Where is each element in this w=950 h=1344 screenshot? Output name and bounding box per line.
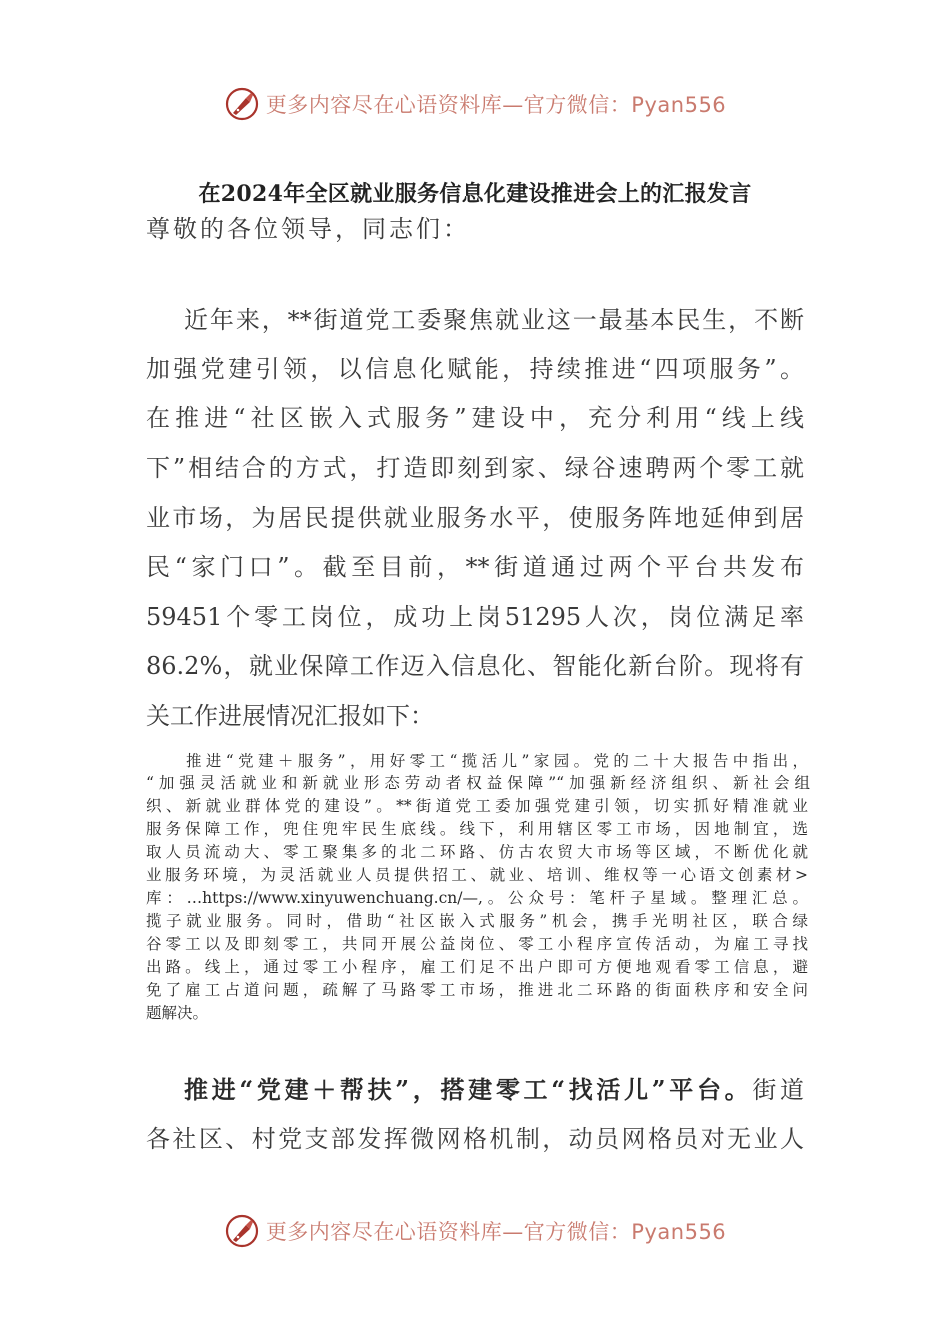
section2-line: 各社区、村党支部发挥微网格机制，动员网格员对无业人	[146, 1125, 804, 1153]
intro-line: 近年来，**街道党工委聚焦就业这一最基本民生，不断	[184, 306, 804, 334]
intro-line: 关工作进展情况汇报如下：	[146, 702, 434, 730]
body-small-line: 出路。线上，通过零工小程序，雇工们足不出户即可方便地观看零工信息，避	[146, 958, 808, 976]
banner-text: 更多内容尽在心语资料库—官方微信：Pyan556	[265, 1220, 727, 1244]
salutation: 尊敬的各位领导，同志们：	[146, 215, 470, 243]
body-small-line: 服务保障工作，兜住兜牢民生底线。线下，利用辖区零工市场，因地制宜，选	[146, 820, 808, 838]
intro-line: 业市场，为居民提供就业服务水平，使服务阵地延伸到居	[146, 504, 804, 532]
body-small-line: 业服务环境，为灵活就业人员提供招工、就业、培训、维权等一心语文创素材>	[146, 866, 808, 884]
body-small-line: 揽子就业服务。同时，借助“社区嵌入式服务”机会，携手光明社区，联合绿	[146, 912, 808, 930]
body-small-line: 推进“党建＋服务”，用好零工“揽活儿”家园。党的二十大报告中指出，	[186, 752, 808, 770]
intro-line: 59451个零工岗位，成功上岗51295人次，岗位满足率	[146, 603, 804, 631]
pen-nib-logo-icon	[224, 86, 260, 122]
body-small-line: 题解决。	[146, 1004, 209, 1022]
intro-line: 下”相结合的方式，打造即刻到家、绿谷速聘两个零工就	[146, 454, 804, 482]
document-title: 在2024年全区就业服务信息化建设推进会上的汇报发言	[198, 181, 752, 207]
body-small-line: 免了雇工占道问题，疏解了马路零工市场，推进北二环路的街面秩序和安全问	[146, 981, 808, 999]
body-small-line: 取人员流动大、零工聚集多的北二环路、仿古农贸大市场等区域，不断优化就	[146, 843, 808, 861]
body-small-line: 织、新就业群体党的建设”。**街道党工委加强党建引领，切实抓好精准就业	[146, 797, 808, 815]
section2-first-line	[184, 1075, 804, 1105]
footer-banner	[0, 1209, 950, 1253]
intro-line: 加强党建引领，以信息化赋能，持续推进“四项服务”。	[146, 355, 804, 383]
intro-line: 在推进“社区嵌入式服务”建设中，充分利用“线上线	[146, 404, 804, 432]
body-small-line: “加强灵活就业和新就业形态劳动者权益保障”“加强新经济组织、新社会组	[146, 774, 810, 792]
banner-text: 更多内容尽在心语资料库—官方微信：Pyan556	[265, 93, 727, 117]
body-small-line: 库：…https://www.xinyuwenchuang.cn/—,。公众号：笔杆子星域。整理汇总。	[146, 889, 808, 907]
pen-nib-logo-icon	[224, 1213, 260, 1249]
body-small-line: 谷零工以及即刻零工，共同开展公益岗位、零工小程序宣传活动，为雇工寻找	[146, 935, 808, 953]
intro-line: 86.2%，就业保障工作迈入信息化、智能化新台阶。现将有	[146, 652, 804, 680]
intro-line: 民“家门口”。截至目前，**街道通过两个平台共发布	[146, 553, 804, 581]
section2-heading-tail: 街道	[752, 1076, 804, 1104]
section2-heading: 推进“党建＋帮扶”，搭建零工“找活儿”平台。	[184, 1075, 753, 1104]
header-banner	[0, 82, 950, 126]
